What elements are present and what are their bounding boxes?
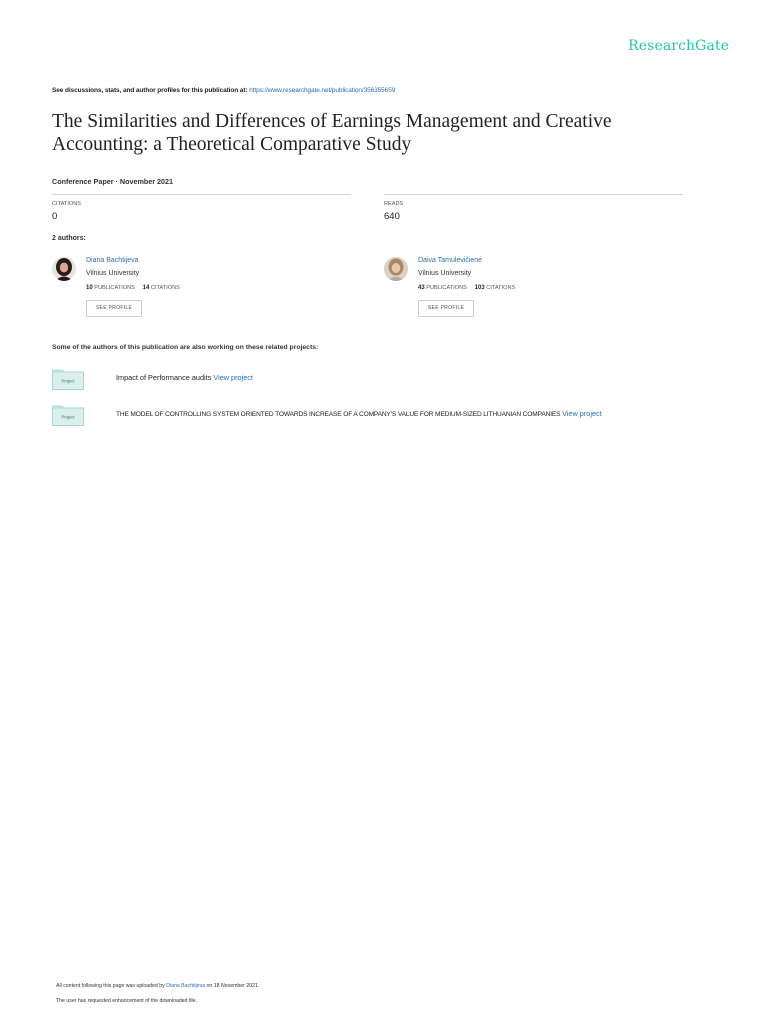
avatar[interactable] — [384, 257, 408, 281]
upload-note — [56, 983, 259, 989]
citations-count: 14 — [142, 285, 150, 291]
view-project-link[interactable]: View project — [213, 373, 253, 382]
citations-count-label: CITATIONS — [486, 285, 516, 291]
author-institution: Vilnius University — [86, 270, 140, 277]
publication-url-link[interactable]: https://www.researchgate.net/publication/356355659 — [249, 87, 396, 94]
citations-count-label: CITATIONS — [150, 285, 180, 291]
see-profile-button[interactable]: SEE PROFILE — [418, 300, 474, 317]
reads-label: READS — [384, 201, 404, 207]
divider-left — [52, 194, 351, 195]
researchgate-logo[interactable]: ResearchGate — [628, 38, 729, 54]
author-counts — [418, 285, 515, 291]
authors-label: 2 authors: — [52, 235, 86, 242]
citations-value: 0 — [52, 211, 58, 222]
see-profile-button[interactable]: SEE PROFILE — [86, 300, 142, 317]
discussion-line — [52, 87, 395, 94]
related-projects-label: Some of the authors of this publication are also working on these related projects: — [52, 344, 319, 351]
project-title: Impact of Performance audits — [116, 373, 214, 382]
project-title: THE MODEL OF CONTROLLING SYSTEM ORIENTED TOWARDS INCREASE OF A COMPANY'S VALUE FOR MEDIUM-SIZED LITHUANIAN COMPANIES — [116, 411, 563, 418]
publications-label: PUBLICATIONS — [94, 285, 135, 291]
avatar[interactable] — [52, 257, 76, 281]
publications-count: 43 — [418, 285, 425, 291]
enhancement-note: The user has requested enhancement of the downloaded file. — [56, 998, 198, 1004]
publications-count: 10 — [86, 285, 93, 291]
author-name-link[interactable]: Diana Bachtijeva — [86, 257, 139, 264]
project-folder-icon — [52, 368, 84, 390]
project-folder-icon — [52, 404, 84, 426]
project-badge-text: Project — [61, 414, 75, 420]
publication-meta: Conference Paper · November 2021 — [52, 177, 174, 186]
author-institution: Vilnius University — [418, 270, 472, 277]
reads-value: 640 — [384, 211, 400, 222]
discussion-text: See discussions, stats, and author profiles for this publication at: — [52, 87, 250, 94]
divider-right — [384, 194, 683, 195]
upload-prefix: All content following this page was uploaded by — [56, 983, 167, 989]
publications-label: PUBLICATIONS — [426, 285, 467, 291]
uploader-link[interactable]: Diana Bachtijeva — [166, 983, 206, 989]
author-counts — [86, 285, 180, 291]
project-text — [116, 373, 253, 382]
project-text — [116, 409, 602, 418]
citations-count: 103 — [474, 285, 485, 291]
citations-label: CITATIONS — [52, 201, 82, 207]
project-badge-text: Project — [61, 378, 75, 384]
upload-suffix: on 18 November 2021. — [205, 983, 260, 989]
author-name-link[interactable]: Daiva Tamulevičienė — [418, 257, 483, 264]
view-project-link[interactable]: View project — [562, 409, 602, 418]
publication-title: The Similarities and Differences of Earnings Management and Creative Accounting: a Theoretical Comparative Study — [52, 111, 612, 155]
